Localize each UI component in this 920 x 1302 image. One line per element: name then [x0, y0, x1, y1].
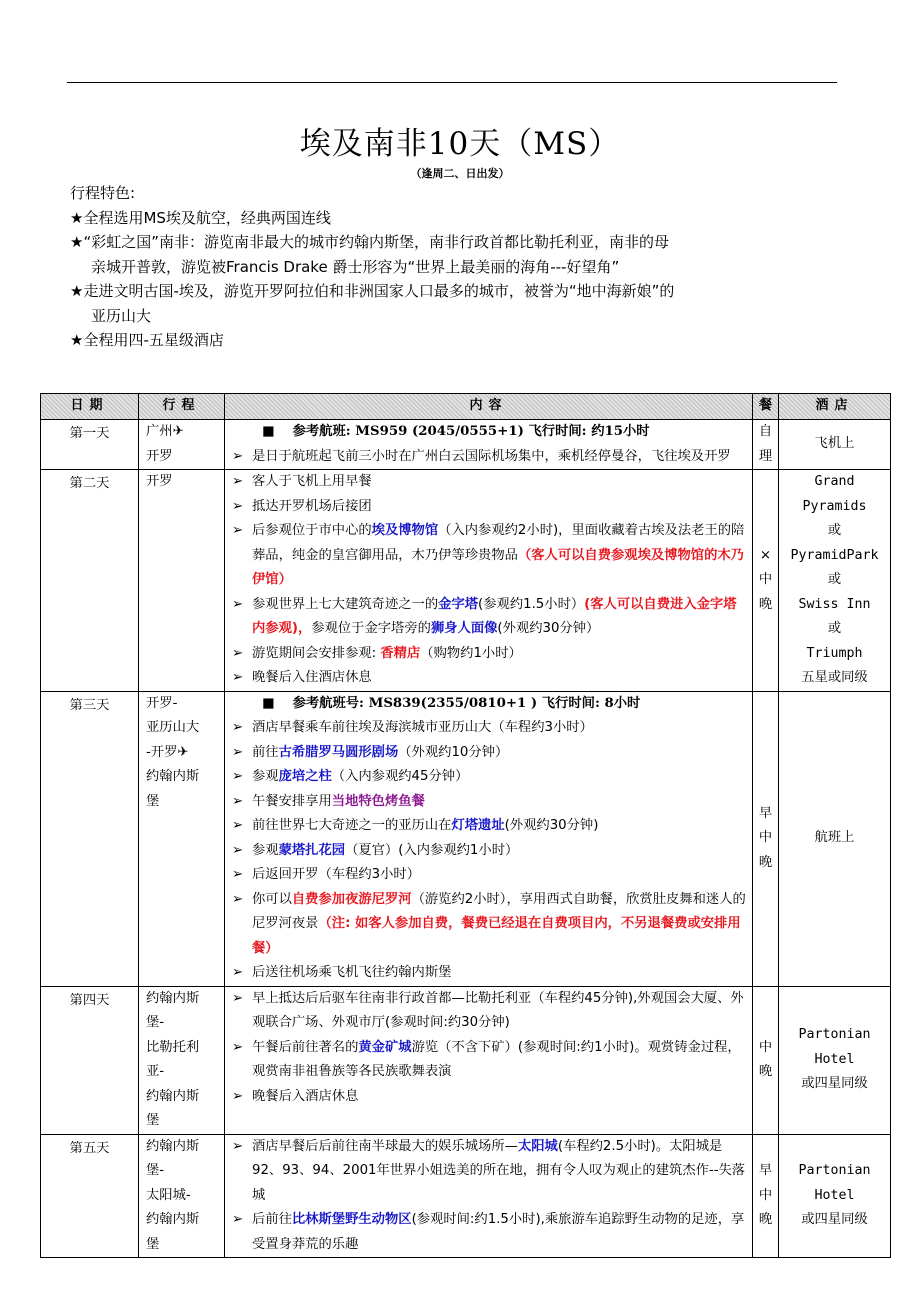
arrow-bullet-icon: ➢ — [232, 965, 244, 980]
content-segment: 后送往机场乘飞机飞往约翰内斯堡 — [252, 965, 452, 980]
hotel-line: Triumph — [806, 645, 863, 661]
square-bullet-icon: ■ — [262, 424, 275, 439]
route-line: 约翰内斯 — [146, 990, 200, 1006]
arrow-bullet-icon: ➢ — [232, 769, 244, 784]
content-segment: 早上抵达后后驱车往南非行政首都—比勒托利亚（车程约45分钟),外观国会大厦、外观联合广场、外观市厅(参观时间:约30分钟) — [252, 990, 744, 1030]
content-segment: (外观约30分钟） — [497, 621, 600, 636]
content-segment: 埃及博物馆 — [371, 523, 439, 538]
hotel-cell — [779, 1134, 891, 1258]
table-row — [41, 1134, 891, 1258]
feature-text: 全程用四-五星级酒店 — [83, 331, 224, 349]
hotel-cell — [779, 986, 891, 1134]
flight-info — [232, 692, 746, 717]
content-segment: 参观位于金字塔旁的 — [311, 621, 431, 636]
content-segment: （夏官）(入内参观约1小时） — [345, 842, 519, 858]
route-line: 开罗- — [146, 695, 178, 711]
arrow-bullet-icon: ➢ — [232, 842, 244, 858]
feature-line — [70, 279, 860, 304]
content-item — [232, 814, 746, 839]
content-segment: 当地特色烤鱼餐 — [331, 793, 425, 809]
content-segment: （客人可以自费参观埃及博物馆的木乃伊馆） — [252, 547, 744, 587]
content-segment: 游览（不含下矿）(参观时间:约1小时)。观赏铸金过程，观赏南非祖鲁族等各民族歌舞表演 — [252, 1039, 741, 1079]
header-content: 内容 — [225, 394, 753, 420]
content-segment: 午餐后前往著名的 — [252, 1039, 359, 1055]
content-segment: (客人可以自费进入金字塔内参观)， — [252, 596, 737, 636]
features-heading: 行程特色: — [70, 184, 136, 202]
route-line: 约翰内斯 — [146, 1138, 200, 1154]
day-cell: 第五天 — [41, 1134, 139, 1258]
day-cell: 第三天 — [41, 691, 139, 986]
meal-line: 理 — [758, 448, 773, 464]
meal-line: 早 — [758, 1163, 773, 1178]
arrow-bullet-icon: ➢ — [232, 1039, 244, 1055]
hotel-line: Hotel — [814, 1051, 855, 1067]
day-cell: 第四天 — [41, 986, 139, 1134]
arrow-bullet-icon: ➢ — [232, 670, 244, 685]
meal-line: 中 — [758, 830, 773, 846]
content-item — [232, 1208, 746, 1257]
content-segment: 后参观位于市中心的 — [252, 523, 372, 538]
route-line: 约翰内斯 — [146, 1088, 200, 1104]
flight-info — [232, 420, 746, 445]
feature-line — [70, 230, 860, 255]
arrow-bullet-icon: ➢ — [232, 474, 244, 489]
table-row — [41, 470, 891, 692]
day-cell: 第二天 — [41, 470, 139, 692]
arrow-bullet-icon: ➢ — [232, 448, 244, 464]
content-segment: 蒙塔扎花园 — [278, 842, 346, 858]
content-segment: 自费参加夜游尼罗河 — [291, 891, 412, 907]
table-row — [41, 691, 891, 986]
feature-text: “彩虹之国”南非：游览南非最大的城市约翰内斯堡，南非行政首都比勒托利亚，南非的母 — [83, 233, 669, 251]
route-line: 堡 — [146, 793, 160, 809]
arrow-bullet-icon: ➢ — [232, 1212, 244, 1227]
content-item — [232, 666, 746, 691]
hotel-line: Partonian — [798, 1027, 871, 1043]
content-item — [232, 593, 746, 642]
hotel-line: Partonian — [798, 1163, 871, 1178]
route-cell — [139, 1134, 225, 1258]
flight-text: 参考航班: MS959 (2045/0555+1) 飞行时间: 约15小时 — [292, 424, 650, 439]
content-item — [232, 790, 746, 815]
content-segment: 游览期间会安排参观: — [252, 645, 381, 661]
content-item — [232, 642, 746, 667]
content-item — [232, 445, 746, 470]
content-segment: 金字塔 — [438, 596, 479, 612]
content-segment: 前往 — [252, 744, 279, 760]
content-segment: 抵达开罗机场后接团 — [252, 498, 372, 514]
content-segment: 晚餐后入住酒店休息 — [252, 670, 372, 685]
content-item — [232, 495, 746, 520]
feature-text: 全程选用MS埃及航空，经典两国连线 — [83, 208, 331, 227]
meal-line: 晚 — [758, 596, 773, 612]
page-title: 埃及南非10天（MS） — [299, 126, 621, 162]
route-line: 堡- — [146, 1015, 165, 1030]
hotel-line: 航班上 — [814, 830, 855, 846]
meal-line: 中 — [758, 1187, 773, 1203]
meal-line: 中 — [758, 572, 773, 587]
arrow-bullet-icon: ➢ — [232, 523, 244, 538]
content-segment: （入内参观约45分钟） — [331, 769, 469, 784]
route-line: 堡- — [146, 1163, 165, 1178]
content-segment: 灯塔遗址 — [451, 818, 505, 833]
star-icon: ★ — [70, 233, 84, 251]
route-line: -开罗✈ — [146, 744, 189, 760]
route-line: 太阳城- — [146, 1187, 191, 1203]
hotel-line: 飞机上 — [814, 436, 855, 452]
header-route: 行程 — [139, 394, 225, 420]
meal-cell — [753, 470, 779, 692]
feature-line — [70, 206, 860, 231]
route-line: 亚历山大 — [146, 720, 200, 735]
arrow-bullet-icon: ➢ — [232, 818, 244, 833]
route-line: 开罗 — [146, 448, 173, 464]
table-header-row — [41, 394, 891, 420]
arrow-bullet-icon: ➢ — [232, 645, 244, 661]
arrow-bullet-icon: ➢ — [232, 891, 244, 907]
feature-text: 亲城开普敦，游览被Francis Drake 爵士形容为“世界上最美丽的海角---好望角” — [91, 257, 620, 276]
meal-cell — [753, 420, 779, 470]
arrow-bullet-icon: ➢ — [232, 744, 244, 760]
itinerary-table — [40, 393, 891, 1258]
content-item — [232, 1036, 746, 1085]
hotel-cell — [779, 691, 891, 986]
hotel-line: 或四星同级 — [801, 1076, 868, 1092]
content-segment: 是日于航班起飞前三小时在广州白云国际机场集中，乘机经停曼谷，飞往埃及开罗 — [252, 448, 731, 464]
arrow-bullet-icon: ➢ — [232, 793, 244, 809]
content-segment: 狮身人面像 — [430, 621, 498, 636]
meal-cell — [753, 986, 779, 1134]
hotel-line: PyramidPark — [790, 547, 879, 563]
content-segment: （入内参观约2小时)，里面收藏着古埃及法老王的陪葬品，纯金的皇宫御用品，木乃伊等珍贵物品 — [252, 523, 745, 563]
square-bullet-icon: ■ — [262, 695, 275, 711]
content-cell — [225, 986, 753, 1134]
content-segment: 参观世界上七大建筑奇迹之一的 — [252, 596, 439, 612]
content-segment: 客人于飞机上用早餐 — [252, 474, 372, 489]
content-item — [232, 1085, 746, 1110]
content-segment: 庞培之柱 — [278, 769, 332, 784]
header-day: 日期 — [41, 394, 139, 420]
feature-item — [70, 279, 860, 328]
content-segment: 后返回开罗（车程约3小时） — [252, 867, 421, 882]
content-segment: 前往世界七大奇迹之一的亚历山在 — [252, 818, 452, 833]
content-segment: 参观 — [252, 842, 279, 858]
content-segment: 香精店 — [380, 645, 421, 661]
arrow-bullet-icon: ➢ — [232, 1138, 244, 1154]
content-item — [232, 863, 746, 888]
hotel-line: Pyramids — [802, 498, 867, 514]
route-cell — [139, 420, 225, 470]
meal-line: 早 — [758, 805, 773, 821]
route-line: 比勒托利 — [146, 1039, 200, 1055]
content-item — [232, 888, 746, 962]
content-segment: 午餐安排享用 — [252, 793, 332, 809]
content-segment: 晚餐后入酒店休息 — [252, 1088, 359, 1104]
table-row — [41, 420, 891, 470]
hotel-cell — [779, 470, 891, 692]
hotel-line: 或 — [827, 572, 842, 587]
hotel-line: 五星或同级 — [801, 670, 868, 685]
hotel-line: 或 — [827, 621, 842, 636]
table-row — [41, 986, 891, 1134]
content-item — [232, 987, 746, 1036]
content-segment: 酒店早餐后后前往南半球最大的娱乐城场所— — [252, 1138, 518, 1154]
feature-line — [70, 328, 860, 353]
day-cell: 第一天 — [41, 420, 139, 470]
flight-text: 参考航班号: MS839(2355/0810+1 ) 飞行时间: 8小时 — [292, 695, 641, 711]
feature-item — [70, 206, 860, 231]
meal-line: 自 — [758, 424, 773, 439]
content-cell — [225, 691, 753, 986]
route-cell — [139, 470, 225, 692]
content-segment: (车程约2.5小时)。太阳城是92、93、94、2001年世界小姐选美的所在地，拥有令人叹为观止的建筑杰作--失落城 — [252, 1138, 746, 1203]
content-segment: 你可以 — [252, 891, 292, 907]
header-rule — [67, 82, 837, 83]
features-section — [70, 181, 860, 353]
route-line: 约翰内斯 — [146, 1212, 200, 1227]
meal-line: 晚 — [758, 1064, 773, 1079]
content-segment: 参观 — [252, 769, 279, 784]
content-cell — [225, 420, 753, 470]
feature-line — [70, 304, 860, 329]
content-segment: 黄金矿城 — [358, 1039, 412, 1055]
content-cell — [225, 470, 753, 692]
meal-line: 中 — [758, 1039, 773, 1055]
hotel-line: Swiss Inn — [798, 596, 871, 612]
content-segment: 古希腊罗马圆形剧场 — [278, 744, 399, 760]
content-cell — [225, 1134, 753, 1258]
content-segment: 酒店早餐乘车前往埃及海滨城市亚历山大（车程约3小时） — [252, 720, 593, 735]
arrow-bullet-icon: ➢ — [232, 990, 244, 1006]
content-item — [232, 961, 746, 986]
arrow-bullet-icon: ➢ — [232, 867, 244, 882]
content-segment: （游览约2小时），享用西式自助餐，欣赏肚皮舞和迷人的尼罗河夜景 — [252, 891, 746, 931]
route-line: 广州✈ — [146, 424, 184, 439]
feature-line — [70, 255, 860, 280]
content-item — [232, 519, 746, 593]
route-line: 堡 — [146, 1236, 160, 1252]
meal-line: × — [759, 547, 772, 563]
content-segment: 太阳城 — [517, 1138, 558, 1154]
content-segment: (外观约30分钟) — [504, 818, 599, 833]
feature-text: 亚历山大 — [91, 306, 152, 325]
arrow-bullet-icon: ➢ — [232, 498, 244, 514]
star-icon: ★ — [70, 208, 84, 227]
route-line: 堡 — [146, 1113, 160, 1128]
meal-cell — [753, 1134, 779, 1258]
route-line: 开罗 — [146, 474, 173, 489]
feature-item — [70, 328, 860, 353]
route-cell — [139, 986, 225, 1134]
content-item — [232, 716, 746, 741]
arrow-bullet-icon: ➢ — [232, 1088, 244, 1104]
header-hotel: 酒店 — [779, 394, 891, 420]
itinerary-rows — [41, 420, 891, 1258]
arrow-bullet-icon: ➢ — [232, 596, 244, 612]
arrow-bullet-icon: ➢ — [232, 720, 244, 735]
content-segment: （外观约10分钟） — [398, 744, 509, 760]
feature-list — [70, 206, 860, 353]
content-segment: （注: 如客人参加自费，餐费已经退在自费项目内，不另退餐费或安排用餐） — [252, 916, 741, 956]
content-item — [232, 741, 746, 766]
hotel-line: 或四星同级 — [801, 1212, 868, 1227]
content-segment: 后前往 — [252, 1212, 292, 1227]
content-segment: （购物约1小时） — [420, 645, 522, 661]
content-item — [232, 470, 746, 495]
meal-line: 晚 — [758, 1212, 773, 1227]
route-cell — [139, 691, 225, 986]
content-segment: (参观约1.5小时） — [478, 596, 585, 612]
hotel-line: 或 — [827, 523, 842, 538]
route-line: 约翰内斯 — [146, 769, 200, 784]
hotel-line: Grand — [814, 474, 855, 489]
feature-text: 走进文明古国-埃及，游览开罗阿拉伯和非洲国家人口最多的城市，被誉为“地中海新娘”的 — [83, 282, 675, 300]
content-segment: 比林斯堡野生动物区 — [291, 1212, 412, 1227]
meal-cell — [753, 691, 779, 986]
header-meal: 餐 — [753, 394, 779, 420]
content-segment: (参观时间:约1.5小时),乘旅游车追踪野生动物的足迹，享受置身莽荒的乐趣 — [252, 1212, 745, 1252]
feature-item — [70, 230, 860, 279]
hotel-cell — [779, 420, 891, 470]
route-line: 亚- — [146, 1064, 165, 1079]
content-item — [232, 765, 746, 790]
star-icon: ★ — [70, 282, 84, 300]
hotel-line: Hotel — [814, 1187, 855, 1203]
content-item — [232, 839, 746, 864]
star-icon: ★ — [70, 331, 84, 349]
content-item — [232, 1135, 746, 1209]
meal-line: 晚 — [758, 854, 773, 870]
departure-note: （逢周二、日出发） — [410, 167, 510, 180]
